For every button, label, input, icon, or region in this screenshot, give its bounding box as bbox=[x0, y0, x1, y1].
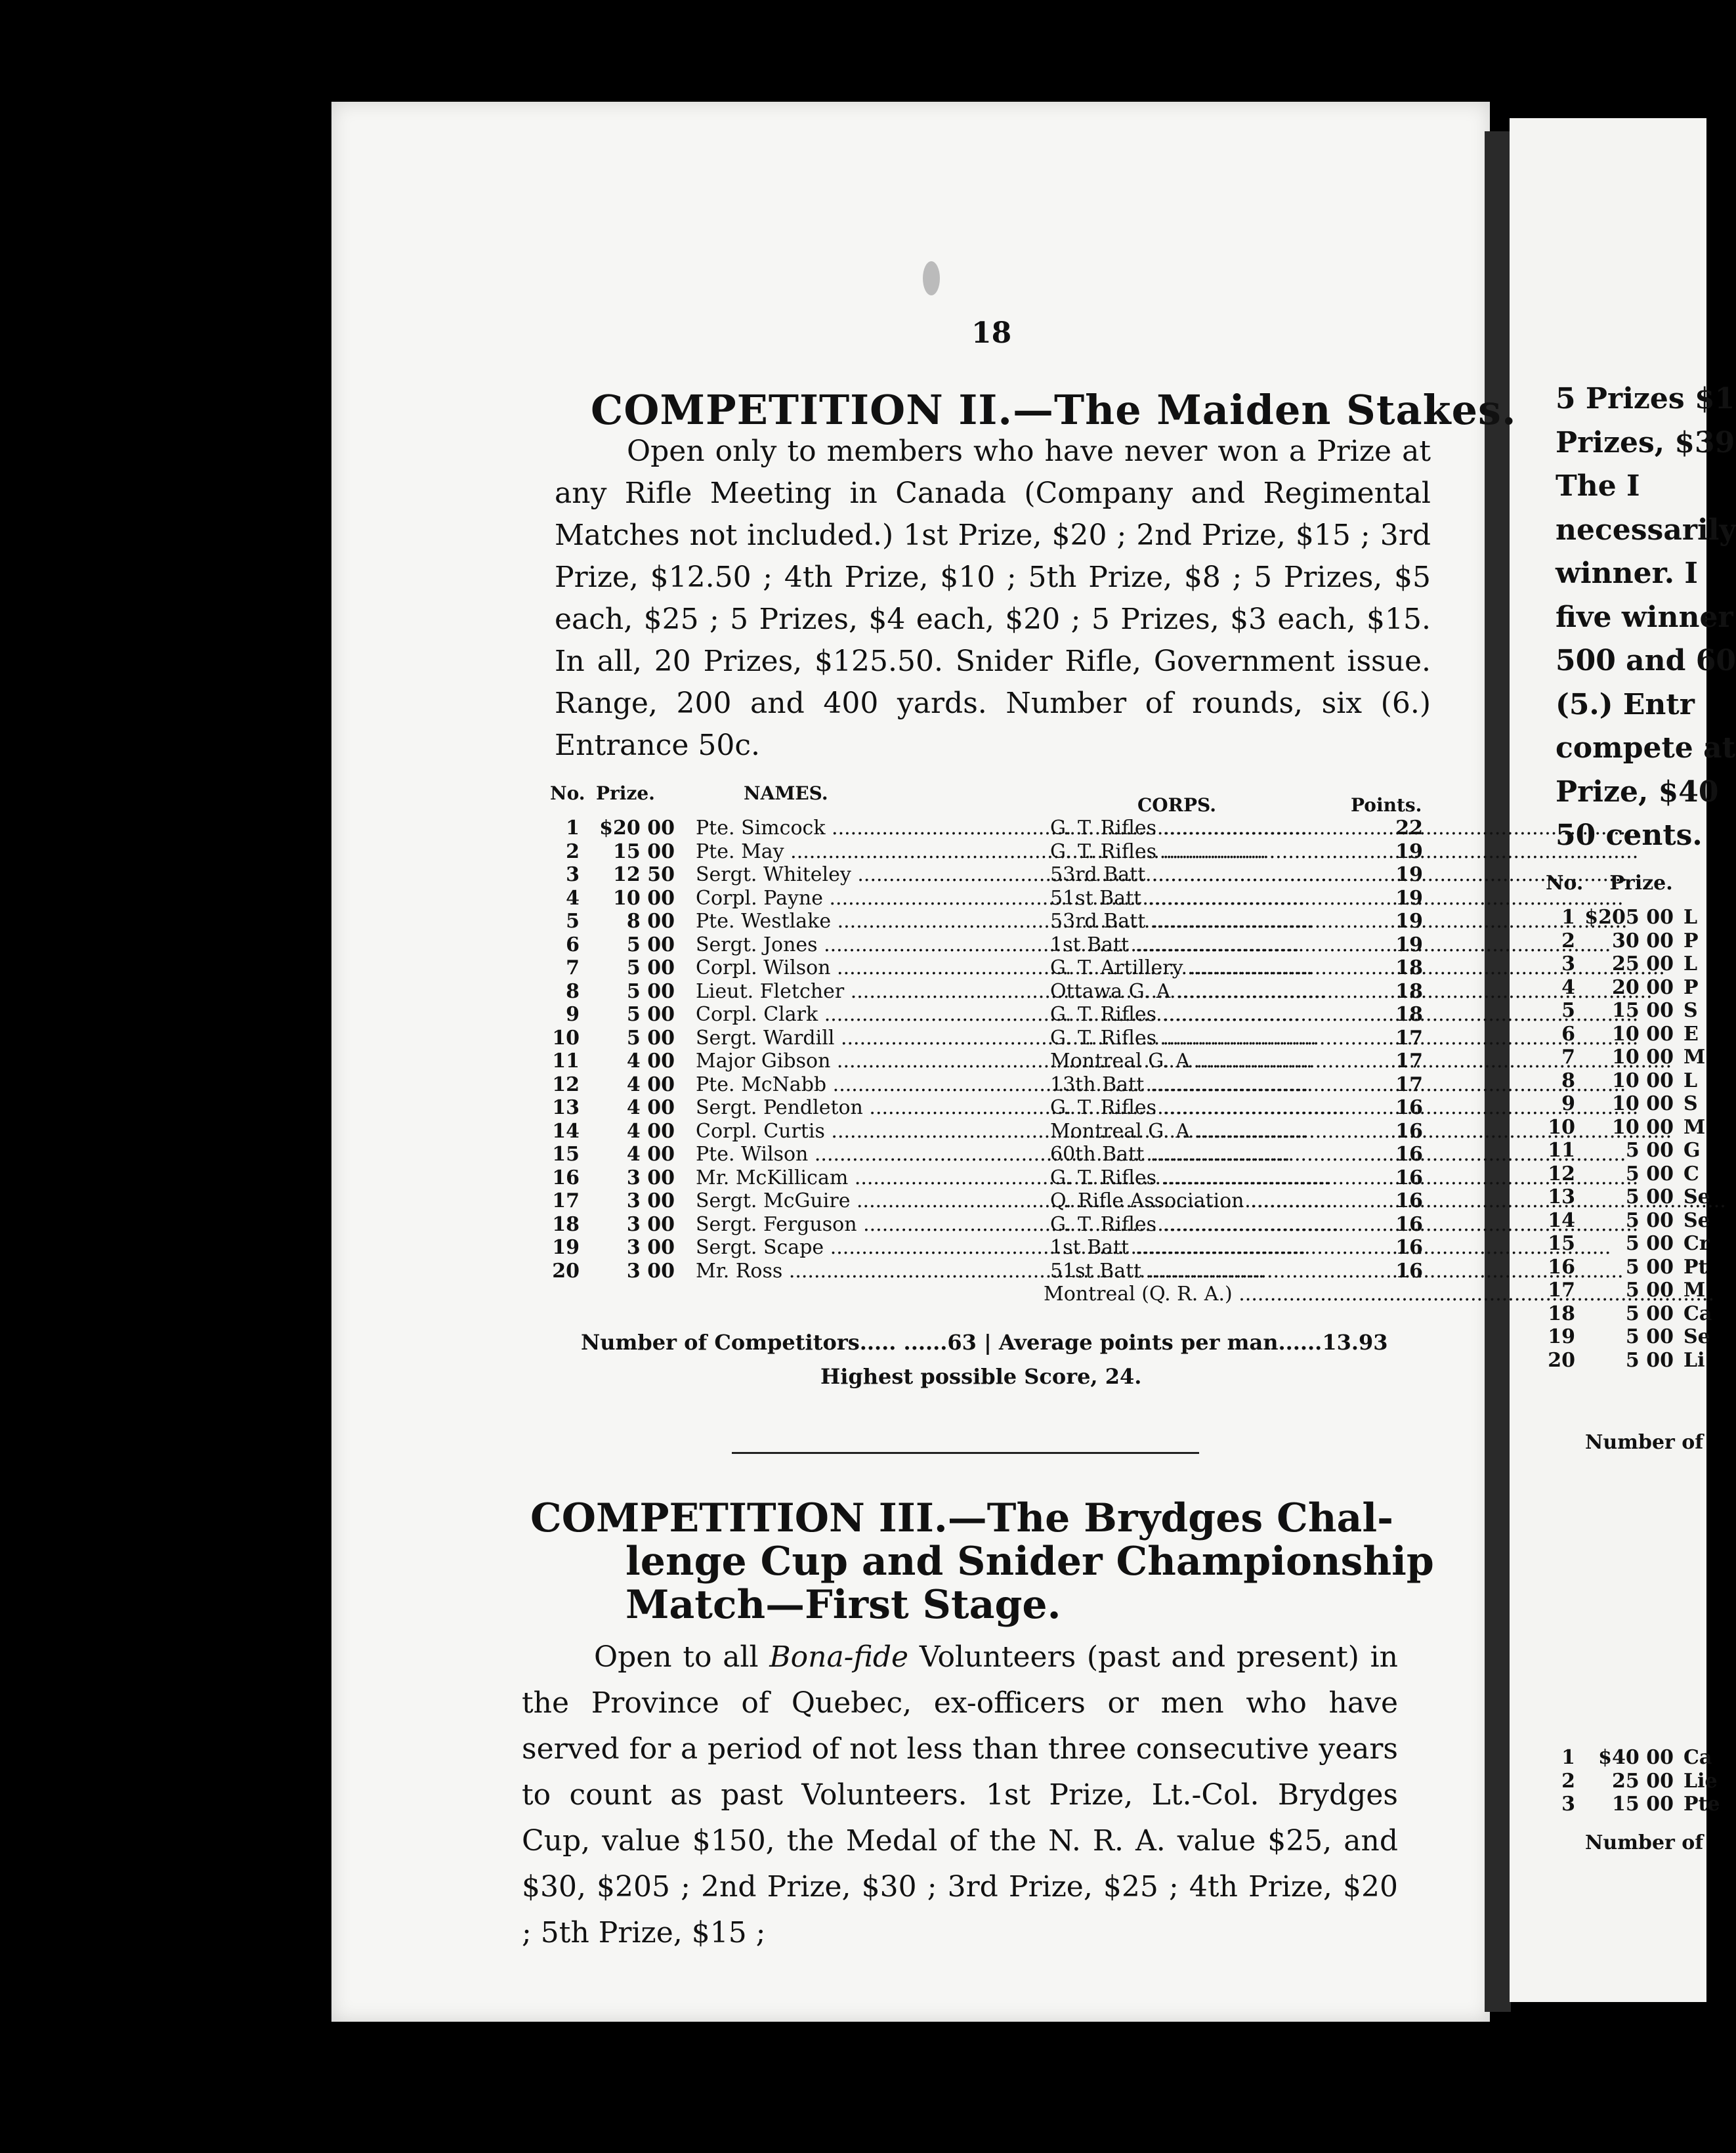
competition-3-rest: Volunteers (past and present) in the Province of Quebec, ex-officers or men who have served for a period of not less than three consecutive years to count as past Volunteers. 1st Prize, Lt.-Col. Brydges Cup, value $150, the Medal of the N. R. A. value $25, and $30, $205 ; 2nd Prize, $30 ; 3rd Prize, $25 ; 4th Prize, $20 ; 5th Prize, $15 ; bbox=[522, 1640, 1398, 1950]
right-row-prize: 10 00 bbox=[1612, 1022, 1674, 1046]
row-name: Pte. May ..... bbox=[696, 840, 919, 863]
results-table-header bbox=[543, 782, 1423, 817]
row-prize: 3 00 bbox=[626, 1189, 675, 1212]
right-row-prize: $40 00 bbox=[1598, 1746, 1674, 1769]
row-prize: 4 00 bbox=[626, 1119, 675, 1143]
right-row-no: 13 bbox=[1548, 1185, 1575, 1208]
right-row-n: P bbox=[1683, 975, 1699, 999]
right-page-text-line: necessarily bbox=[1556, 513, 1736, 547]
row-prize: 3 00 bbox=[626, 1212, 675, 1236]
right-row-n: E bbox=[1683, 1022, 1699, 1046]
right-row-prize: 5 00 bbox=[1625, 1255, 1674, 1279]
table-row bbox=[543, 980, 1423, 1004]
row-corps: Montreal G. A ..... bbox=[1050, 1120, 1385, 1143]
right-row-prize: 5 00 bbox=[1625, 1208, 1674, 1232]
right-row-no: 17 bbox=[1548, 1279, 1575, 1302]
competition-2-heading: COMPETITION II.—The Maiden Stakes. bbox=[591, 386, 1517, 434]
row-prize: 5 00 bbox=[626, 1026, 675, 1050]
right-row-no: 16 bbox=[1548, 1255, 1575, 1279]
right-row-no: 6 bbox=[1561, 1022, 1575, 1046]
row-name: Mr. Ross ..... bbox=[696, 1260, 919, 1283]
row-points: 18 bbox=[1395, 979, 1423, 1003]
right-row-prize: 10 00 bbox=[1612, 1115, 1674, 1139]
row-number: 12 bbox=[552, 1073, 580, 1096]
row-name: Sergt. Pendleton ..... bbox=[696, 1096, 919, 1119]
right-row-prize: 15 00 bbox=[1612, 999, 1674, 1022]
right-row-no: 1 bbox=[1561, 1746, 1575, 1769]
row-name: Corpl. Wilson ..... bbox=[696, 956, 919, 979]
table-row bbox=[543, 1213, 1423, 1237]
row-number: 16 bbox=[552, 1166, 580, 1189]
right-row-no: 20 bbox=[1548, 1348, 1575, 1372]
right-col-prize-header: Prize. bbox=[1609, 872, 1673, 895]
right-row-no: 1 bbox=[1561, 906, 1575, 929]
table-row bbox=[543, 1236, 1423, 1260]
right-row-n: P bbox=[1683, 929, 1699, 952]
right-row-n: G bbox=[1683, 1139, 1701, 1162]
row-name: Pte. McNabb ..... bbox=[696, 1073, 919, 1096]
row-corps: G. T. Rifles ..... bbox=[1050, 1003, 1385, 1026]
right-row-prize: 10 00 bbox=[1612, 1069, 1674, 1092]
right-row-n: Pte bbox=[1683, 1793, 1720, 1816]
results-table bbox=[543, 782, 1423, 1306]
row-corps: 51st Batt ..... bbox=[1050, 887, 1385, 910]
col-points-header: Points. bbox=[1351, 794, 1422, 816]
right-row-n: M bbox=[1683, 1115, 1706, 1139]
row-number: 2 bbox=[566, 840, 580, 863]
row-corps: 13th Batt ..... bbox=[1050, 1073, 1385, 1096]
table-row bbox=[543, 1166, 1423, 1190]
right-row-n: Se bbox=[1683, 1185, 1710, 1208]
table-row bbox=[543, 1260, 1423, 1283]
competition-2-paragraph bbox=[555, 431, 1431, 767]
row-number: 13 bbox=[552, 1096, 580, 1119]
row-points: 19 bbox=[1395, 840, 1423, 863]
row-corps: G. T. Rifles ..... bbox=[1050, 1166, 1385, 1189]
row-corps: 1st Batt ..... bbox=[1050, 1236, 1385, 1259]
right-row-n: Ca bbox=[1683, 1746, 1712, 1769]
table-row bbox=[543, 1096, 1423, 1120]
row-prize: 15 00 bbox=[613, 840, 675, 863]
row-number: 15 bbox=[552, 1143, 580, 1166]
table-row bbox=[543, 1120, 1423, 1143]
right-row-no: 3 bbox=[1561, 952, 1575, 975]
right-row-prize: 20 00 bbox=[1612, 975, 1674, 999]
right-summary: Number of bbox=[1585, 1431, 1704, 1454]
row-number: 11 bbox=[552, 1050, 580, 1073]
row-corps: Montreal G. A ..... bbox=[1050, 1050, 1385, 1073]
right-row-prize: 5 00 bbox=[1625, 1279, 1674, 1302]
highest-possible-score: Highest possible Score, 24. bbox=[820, 1364, 1142, 1389]
row-name: Corpl. Payne ..... bbox=[696, 887, 919, 910]
col-names-header: NAMES. bbox=[744, 782, 828, 804]
row-corps: G. T. Rifles ..... bbox=[1050, 817, 1385, 840]
row-name: Pte. Wilson ..... bbox=[696, 1143, 919, 1166]
right-row-n: Li bbox=[1683, 1348, 1705, 1372]
right-row-n: M bbox=[1683, 1279, 1706, 1302]
row-number: 7 bbox=[566, 956, 580, 979]
row-points: 16 bbox=[1395, 1166, 1423, 1189]
row-corps: G. T. Artillery ..... bbox=[1050, 956, 1385, 979]
right-row-n: S bbox=[1683, 999, 1698, 1022]
right-row-no: 2 bbox=[1561, 929, 1575, 952]
row-corps: 51st Batt ..... bbox=[1050, 1260, 1385, 1283]
row-points: 19 bbox=[1395, 910, 1423, 933]
row-number: 1 bbox=[566, 817, 580, 840]
row-corps: G. T. Rifles ..... bbox=[1050, 1213, 1385, 1236]
right-page-text-line: 500 and 60 bbox=[1556, 644, 1736, 677]
table-row bbox=[543, 1189, 1423, 1213]
right-summary: Number of bbox=[1585, 1831, 1704, 1854]
row-corps-extra: Montreal (Q. R. A.) ..... bbox=[1044, 1283, 1378, 1306]
right-row-prize: $205 00 bbox=[1584, 906, 1674, 929]
table-row-extra bbox=[543, 1283, 1423, 1306]
right-row-prize: 25 00 bbox=[1612, 952, 1674, 975]
right-row-no: 14 bbox=[1548, 1208, 1575, 1232]
row-points: 16 bbox=[1395, 1259, 1423, 1283]
row-number: 5 bbox=[566, 910, 580, 933]
row-number: 20 bbox=[552, 1259, 580, 1283]
right-row-no: 8 bbox=[1561, 1069, 1575, 1092]
right-row-n: Cr bbox=[1683, 1232, 1710, 1255]
row-corps: G. T. Rifles ..... bbox=[1050, 1096, 1385, 1119]
results-rows bbox=[543, 817, 1423, 1306]
right-row-n: M bbox=[1683, 1046, 1706, 1069]
right-row-no: 4 bbox=[1561, 975, 1575, 999]
table-row bbox=[543, 840, 1423, 864]
right-row-prize: 5 00 bbox=[1625, 1302, 1674, 1325]
row-corps: G. T. Rifles ..... bbox=[1050, 840, 1385, 863]
row-points: 18 bbox=[1395, 1003, 1423, 1026]
row-name: Major Gibson ..... bbox=[696, 1050, 919, 1073]
row-points: 16 bbox=[1395, 1119, 1423, 1143]
row-prize: 4 00 bbox=[626, 1073, 675, 1096]
row-points: 16 bbox=[1395, 1189, 1423, 1212]
row-corps: 60th Batt ..... bbox=[1050, 1143, 1385, 1166]
right-row-n: L bbox=[1683, 952, 1698, 975]
competition-3-heading-line1: COMPETITION III.—The Brydges Chal- bbox=[530, 1495, 1394, 1541]
right-row-prize: 15 00 bbox=[1612, 1793, 1674, 1816]
right-row-n: S bbox=[1683, 1092, 1698, 1115]
table-row bbox=[543, 1143, 1423, 1166]
competition-2-summary: Number of Competitors..... ......63 | Average points per man......13.93 bbox=[581, 1330, 1388, 1355]
row-prize: 5 00 bbox=[626, 979, 675, 1003]
right-row-n: L bbox=[1683, 1069, 1698, 1092]
competition-3-lead: Open to all bbox=[594, 1640, 770, 1674]
row-points: 17 bbox=[1395, 1026, 1423, 1050]
row-prize: 5 00 bbox=[626, 1003, 675, 1026]
row-points: 19 bbox=[1395, 886, 1423, 910]
row-corps: Ottawa G. A ..... bbox=[1050, 980, 1385, 1003]
right-row-no: 18 bbox=[1548, 1302, 1575, 1325]
right-row-no: 3 bbox=[1561, 1793, 1575, 1816]
row-number: 3 bbox=[566, 863, 580, 886]
punch-hole bbox=[923, 261, 940, 295]
right-row-no: 2 bbox=[1561, 1769, 1575, 1793]
right-col-no-header: No. bbox=[1546, 872, 1584, 895]
table-row bbox=[543, 887, 1423, 910]
right-page-text-line: Prize, $40 bbox=[1556, 775, 1719, 809]
right-row-no: 11 bbox=[1548, 1139, 1575, 1162]
right-row-n: Pt bbox=[1683, 1255, 1708, 1279]
col-no-header: No. bbox=[550, 782, 585, 804]
col-corps-header: CORPS. bbox=[1137, 794, 1216, 816]
table-row bbox=[543, 1003, 1423, 1027]
row-prize: 5 00 bbox=[626, 933, 675, 956]
table-row bbox=[543, 817, 1423, 840]
row-number: 19 bbox=[552, 1236, 580, 1259]
table-row bbox=[543, 863, 1423, 887]
section-divider bbox=[732, 1452, 1199, 1454]
row-corps: 1st Batt ..... bbox=[1050, 933, 1385, 956]
row-name: Pte. Simcock ..... bbox=[696, 817, 919, 840]
right-page-text-line: 50 cents. bbox=[1556, 819, 1703, 852]
page-number: 18 bbox=[971, 316, 1012, 350]
row-corps: 53rd Batt ..... bbox=[1050, 910, 1385, 933]
right-row-no: 10 bbox=[1548, 1115, 1575, 1139]
row-number: 4 bbox=[566, 886, 580, 910]
right-row-prize: 25 00 bbox=[1612, 1769, 1674, 1793]
table-row bbox=[543, 910, 1423, 933]
row-points: 16 bbox=[1395, 1236, 1423, 1259]
row-points: 16 bbox=[1395, 1143, 1423, 1166]
row-number: 14 bbox=[552, 1119, 580, 1143]
row-corps: Q. Rifle Association ..... bbox=[1050, 1189, 1385, 1212]
right-row-prize: 10 00 bbox=[1612, 1092, 1674, 1115]
row-number: 10 bbox=[552, 1026, 580, 1050]
right-row-no: 7 bbox=[1561, 1046, 1575, 1069]
right-row-prize: 5 00 bbox=[1625, 1232, 1674, 1255]
row-number: 17 bbox=[552, 1189, 580, 1212]
row-name: Sergt. McGuire ..... bbox=[696, 1189, 919, 1212]
right-page-text-line: winner. I bbox=[1556, 557, 1698, 590]
row-name: Sergt. Scape ..... bbox=[696, 1236, 919, 1259]
row-points: 17 bbox=[1395, 1050, 1423, 1073]
right-page-text-line: five winner bbox=[1556, 600, 1733, 634]
row-prize: 10 00 bbox=[613, 886, 675, 910]
row-prize: 3 00 bbox=[626, 1236, 675, 1259]
row-prize: 8 00 bbox=[626, 910, 675, 933]
right-row-prize: 10 00 bbox=[1612, 1046, 1674, 1069]
row-name: Sergt. Whiteley ..... bbox=[696, 863, 919, 886]
row-prize: $20 00 bbox=[599, 817, 675, 840]
right-row-prize: 5 00 bbox=[1625, 1348, 1674, 1372]
competition-3-heading bbox=[530, 1497, 1434, 1627]
right-row-n: Se bbox=[1683, 1208, 1710, 1232]
right-row-prize: 5 00 bbox=[1625, 1185, 1674, 1208]
right-row-no: 12 bbox=[1548, 1162, 1575, 1185]
table-row bbox=[543, 1050, 1423, 1073]
row-points: 17 bbox=[1395, 1073, 1423, 1096]
competition-3-italic: Bona-fide bbox=[769, 1640, 909, 1674]
competition-3-heading-line3: Match—First Stage. bbox=[625, 1582, 1061, 1628]
right-row-n: Lie bbox=[1683, 1769, 1718, 1793]
right-row-prize: 5 00 bbox=[1625, 1325, 1674, 1348]
right-row-n: Se bbox=[1683, 1325, 1710, 1348]
right-page-text-line: compete at bbox=[1556, 731, 1735, 765]
row-points: 16 bbox=[1395, 1096, 1423, 1119]
right-row-prize: 5 00 bbox=[1625, 1162, 1674, 1185]
row-prize: 3 00 bbox=[626, 1259, 675, 1283]
row-points: 22 bbox=[1395, 817, 1423, 840]
competition-3-text bbox=[522, 1634, 1398, 1956]
right-page-text-line: The I bbox=[1556, 469, 1640, 503]
row-number: 18 bbox=[552, 1212, 580, 1236]
row-points: 19 bbox=[1395, 933, 1423, 956]
competition-3-heading-line2: lenge Cup and Snider Championship bbox=[625, 1539, 1434, 1585]
right-row-no: 5 bbox=[1561, 999, 1575, 1022]
right-row-no: 19 bbox=[1548, 1325, 1575, 1348]
row-prize: 12 50 bbox=[613, 863, 675, 886]
table-row bbox=[543, 956, 1423, 980]
row-name: Lieut. Fletcher ..... bbox=[696, 980, 919, 1003]
row-number: 9 bbox=[566, 1003, 580, 1026]
competition-2-text: Open only to members who have never won a Prize at any Rifle Meeting in Canada (Company and Regimental Matches not included.) 1st Prize, $20 ; 2nd Prize, $15 ; 3rd Prize, $12.50 ; 4th Prize, $10 ; 5th Prize, $8 ; 5 Prizes, $5 each, $25 ; 5 Prizes, $4 each, $20 ; 5 Prizes, $3 each, $15. In all, 20 Prizes, $125.50. Snider Rifle, Government issue. Range, 200 and 400 yards. Number of rounds, six (6.) Entrance 50c. bbox=[555, 435, 1431, 762]
row-prize: 4 00 bbox=[626, 1050, 675, 1073]
row-name: Corpl. Clark ..... bbox=[696, 1003, 919, 1026]
right-page-text-line: 5 Prizes $1 bbox=[1556, 382, 1735, 416]
table-row bbox=[543, 933, 1423, 957]
row-name: Corpl. Curtis ..... bbox=[696, 1120, 919, 1143]
right-row-n: L bbox=[1683, 906, 1698, 929]
col-prize-header: Prize. bbox=[596, 782, 655, 804]
row-name: Sergt. Wardill ..... bbox=[696, 1027, 919, 1050]
right-row-no: 9 bbox=[1561, 1092, 1575, 1115]
right-page-text-line: Prizes, $39 bbox=[1556, 425, 1735, 459]
row-name: Sergt. Ferguson ..... bbox=[696, 1213, 919, 1236]
row-prize: 5 00 bbox=[626, 956, 675, 979]
row-prize: 3 00 bbox=[626, 1166, 675, 1189]
row-prize: 4 00 bbox=[626, 1143, 675, 1166]
row-number: 6 bbox=[566, 933, 580, 956]
right-row-prize: 30 00 bbox=[1612, 929, 1674, 952]
row-name: Mr. McKillicam ..... bbox=[696, 1166, 919, 1189]
row-corps: 53rd Batt ..... bbox=[1050, 863, 1385, 886]
row-points: 19 bbox=[1395, 863, 1423, 886]
row-corps: G. T. Rifles ..... bbox=[1050, 1027, 1385, 1050]
row-name: Sergt. Jones ..... bbox=[696, 933, 919, 956]
row-points: 16 bbox=[1395, 1212, 1423, 1236]
row-points: 18 bbox=[1395, 956, 1423, 979]
right-page-text-line: (5.) Entr bbox=[1556, 687, 1695, 721]
row-prize: 4 00 bbox=[626, 1096, 675, 1119]
right-row-no: 15 bbox=[1548, 1232, 1575, 1255]
table-row bbox=[543, 1027, 1423, 1050]
right-row-prize: 5 00 bbox=[1625, 1139, 1674, 1162]
table-row bbox=[543, 1073, 1423, 1097]
row-name: Pte. Westlake ..... bbox=[696, 910, 919, 933]
right-row-n: Ca bbox=[1683, 1302, 1712, 1325]
right-row-n: C bbox=[1683, 1162, 1699, 1185]
row-number: 8 bbox=[566, 979, 580, 1003]
competition-3-paragraph bbox=[522, 1634, 1398, 1956]
